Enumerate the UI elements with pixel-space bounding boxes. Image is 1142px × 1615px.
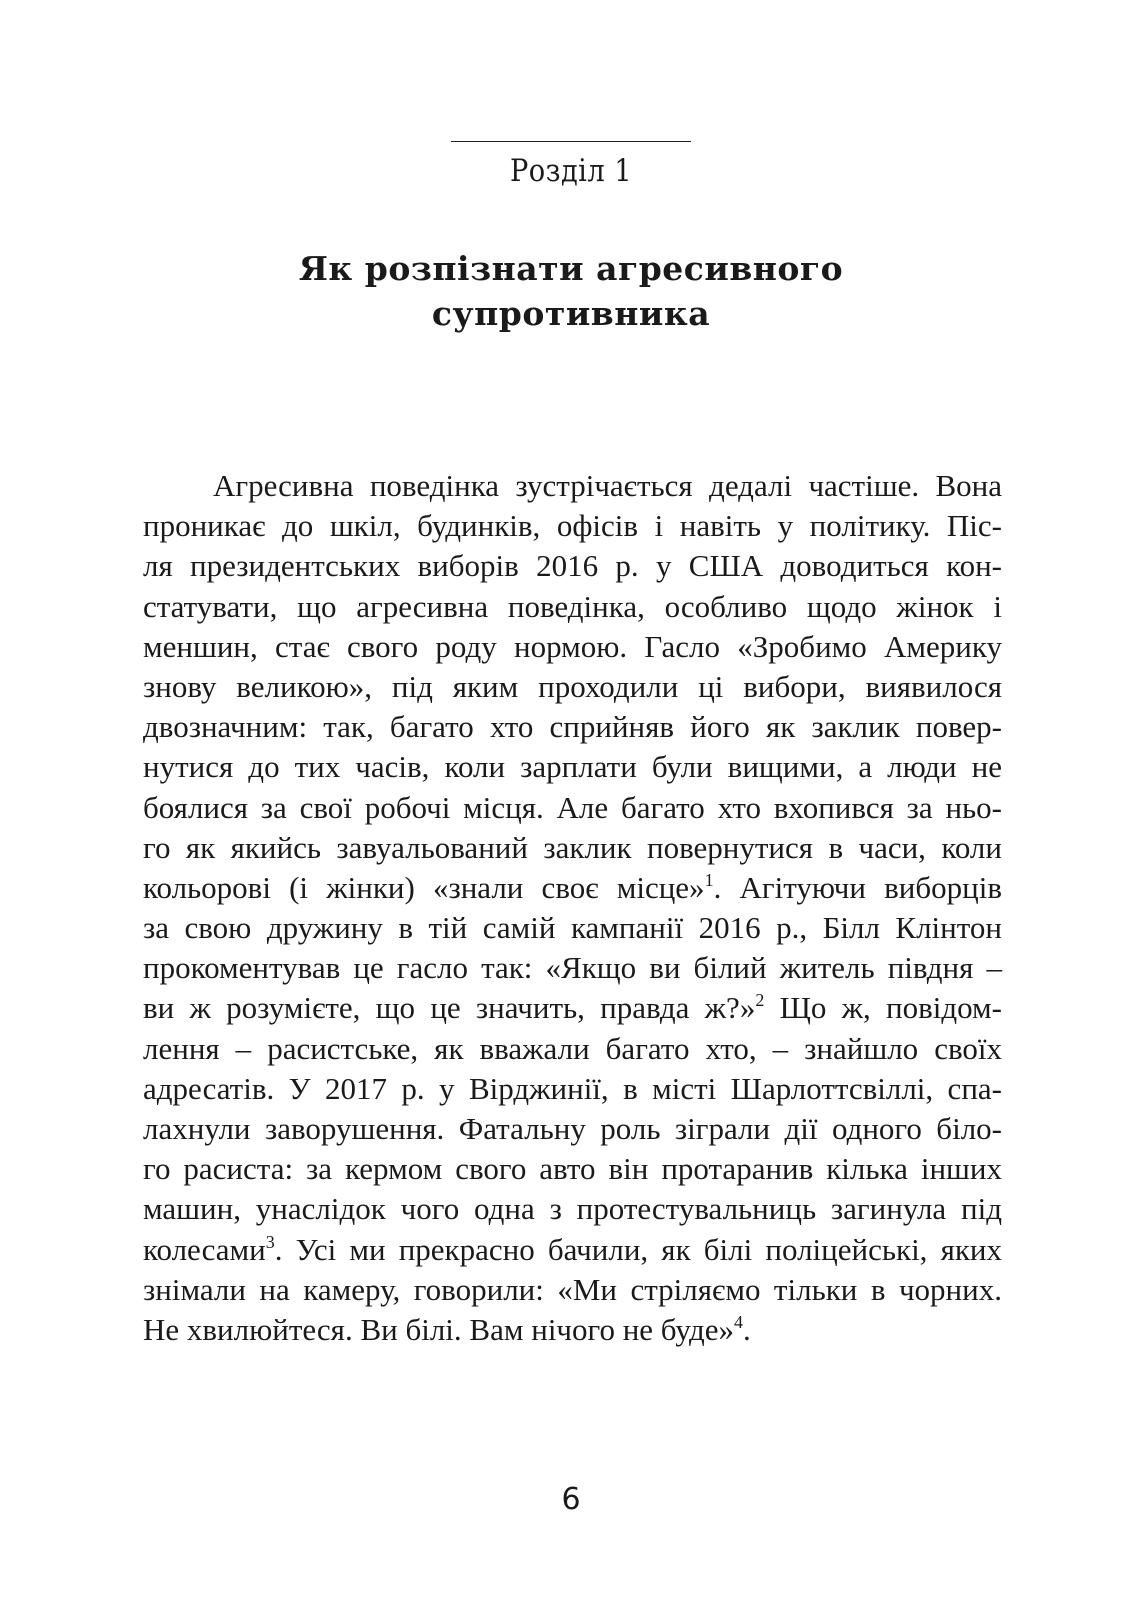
line-text: го расиста: за кермом свого авто він протаранив кілька інших [143,1151,1002,1187]
text-line [143,466,1002,506]
line-text: проникає до шкіл, будинків, офісів і навіть у політику. Піс- [143,508,1002,544]
text-line [143,506,1002,546]
page-number: 6 [561,1482,581,1517]
text-line [143,948,1002,988]
line-text: нутися до тих часів, коли зарплати були вищими, а люди не [143,749,1002,785]
line-text: машин, унаслідок чого одна з протестувальниць загинула під [143,1191,1002,1227]
line-text: адресатів. У 2017 р. у Вірджинії, в місті Шарлоттсвіллі, спа- [143,1070,1002,1106]
line-text: статувати, що агресивна поведінка, особливо щодо жінок і [143,588,1002,624]
line-text: меншин, стає свого роду нормою. Гасло «Зробимо Америку [143,628,1002,664]
text-line [143,627,1002,667]
text-line [143,1029,1002,1069]
text-line [143,587,1002,627]
chapter-label: Розділ 1 [509,153,633,189]
line-text: лахнули заворушення. Фатальну роль зіграли дії одного біло- [143,1111,1002,1146]
text-line [143,1149,1002,1189]
line-text: знову великою», під яким проходили ці вибори, виявилося [143,668,1002,704]
text-line [143,747,1002,787]
text-line [143,1230,1002,1270]
line-text: колесами [143,1231,266,1267]
text-line [143,546,1002,586]
text-line [143,1310,1002,1350]
line-text: Що ж, повідом- [764,990,1002,1026]
text-line [143,868,1002,908]
line-text: боялися за свої робочі місця. Але багато хто вхопився за ньо- [143,789,1002,825]
text-line [143,1109,1002,1149]
line-text: двозначним: так, багато хто сприйняв його як заклик повер- [143,709,1002,745]
line-text: Не хвилюйтеся. Ви білі. Вам нічого не буде» [143,1311,734,1347]
text-line [143,788,1002,828]
line-text: . [742,1311,751,1347]
body-paragraph [143,466,1002,1350]
line-text: Агресивна поведінка зустрічається дедалі частіше. Вона [213,468,1002,503]
text-line [143,988,1002,1028]
text-line [143,908,1002,948]
line-text: лення – расистське, як вважали багато хто, – знайшло своїх [143,1030,1002,1066]
line-text: ля президентських виборів 2016 р. у США доводиться кон- [143,548,1002,584]
line-text: . Усі ми прекрасно бачили, як білі поліцейські, яких [274,1231,1002,1267]
text-line [143,828,1002,868]
chapter-title-line: супротивника [431,294,711,333]
chapter-title-line: Як розпізнати агресивного [298,249,844,288]
line-text: знімали на камеру, говорили: «Ми стріляємо тільки в чорних. [143,1271,1002,1307]
line-text: . Агітуючи виборців [713,869,1002,905]
footnote-marker[interactable]: 2 [755,990,765,1011]
footnote-marker[interactable]: 1 [704,869,714,890]
text-line [143,707,1002,747]
chapter-title [0,246,1142,336]
text-line [143,1270,1002,1310]
footnote-marker[interactable]: 3 [265,1231,275,1252]
line-text: прокоментував це гасло так: «Якщо ви білий житель півдня – [143,950,1002,986]
footnote-marker[interactable]: 4 [733,1311,743,1332]
text-line [143,667,1002,707]
line-text: кольорові (і жінки) «знали своє місце» [143,869,705,905]
line-text: го як якийсь завуальований заклик повернутися в часи, коли [143,829,1002,865]
chapter-rule [451,141,691,142]
line-text: ви ж розумієте, що це значить, правда ж?» [143,990,756,1026]
text-line [143,1189,1002,1229]
line-text: за свою дружину в тій самій кампанії 2016 р., Білл Клінтон [143,910,1002,946]
text-line [143,1069,1002,1109]
